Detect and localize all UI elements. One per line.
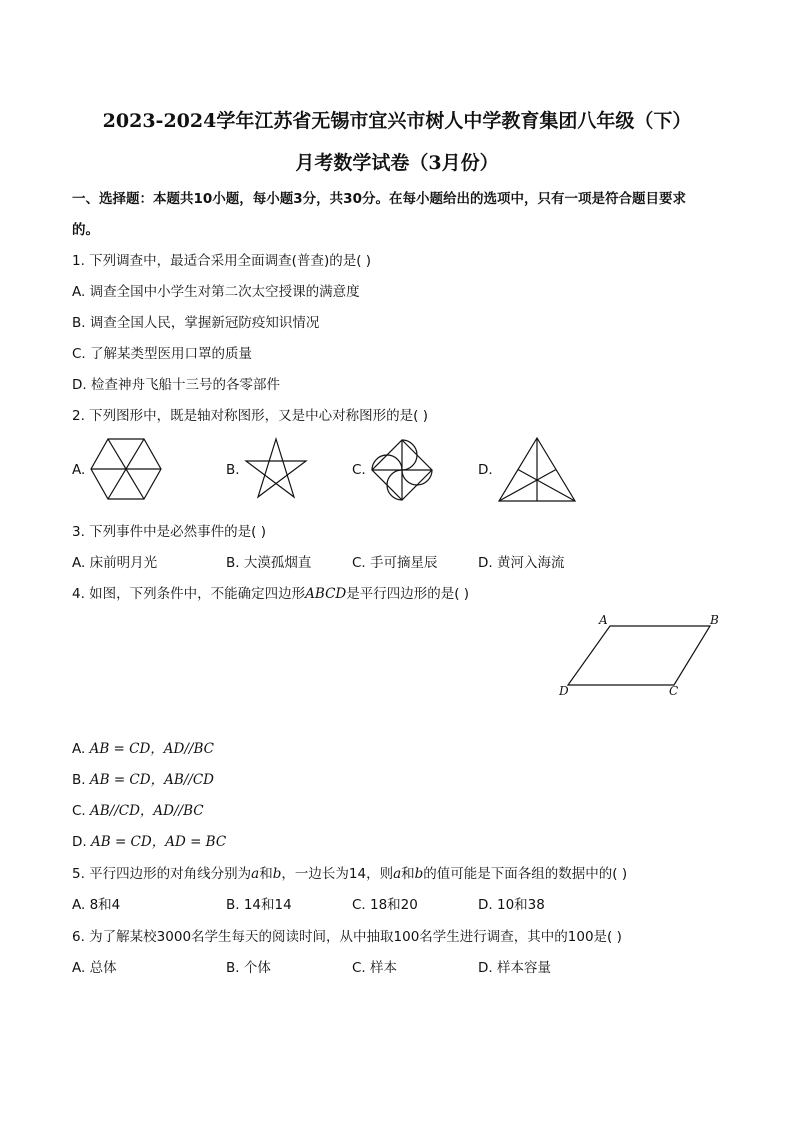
question-6-option-d: D. 样本容量: [478, 960, 551, 976]
question-4-option-a: [72, 737, 214, 757]
question-6-option-b: B. 个体: [226, 960, 271, 976]
stem-text: 的值可能是下面各组的数据中的( ): [423, 866, 628, 882]
stem-var: a: [393, 866, 402, 882]
question-5-option-b: B. 14和14: [226, 897, 292, 913]
stem-text: 5. 平行四边形的对角线分别为: [72, 866, 252, 882]
question-1-stem: 1. 下列调查中，最适合采用全面调查(普查)的是( ): [72, 253, 372, 269]
question-5-option-c: C. 18和20: [352, 897, 418, 913]
question-4-stem-pre: 4. 如图，下列条件中，不能确定四边形: [72, 586, 306, 602]
page-title-line2: 月考数学试卷（3月份）: [295, 152, 499, 174]
vertex-label-d: D: [559, 684, 569, 698]
question-4-stem-post: 是平行四边形的是( ): [346, 586, 470, 602]
option-math: AB = CD，AD = BC: [90, 834, 227, 850]
stem-text: 和: [401, 866, 415, 882]
section-heading: 一、选择题：本题共10小题，每小题3分，共30分。在每小题给出的选项中，只有一项是符合题目要求: [72, 191, 686, 207]
question-3-option-b: B. 大漠孤烟直: [226, 555, 312, 571]
vertex-label-c: C: [669, 684, 679, 698]
question-4-option-b: [72, 768, 214, 788]
question-2-option-d-label: D.: [478, 462, 493, 478]
parallelogram-figure: [555, 610, 725, 702]
question-5-option-a: A. 8和4: [72, 897, 121, 913]
question-2-option-c-label: C.: [352, 462, 366, 478]
question-6-option-a: A. 总体: [72, 960, 117, 976]
question-4-stem: [72, 582, 469, 602]
question-5-stem: [72, 862, 627, 882]
question-6-stem: 6. 为了解某校3000名学生每天的阅读时间，从中抽取100名学生进行调查，其中的100是( ): [72, 929, 622, 945]
vertex-label-b: B: [710, 613, 719, 627]
section-heading-cont: 的。: [72, 222, 99, 238]
question-4-option-c: [72, 799, 204, 819]
question-2-stem: 2. 下列图形中，既是轴对称图形，又是中心对称图形的是( ): [72, 408, 428, 424]
question-4-option-d: [72, 830, 226, 850]
question-3-option-d: D. 黄河入海流: [478, 555, 565, 571]
question-3-stem: 3. 下列事件中是必然事件的是( ): [72, 524, 266, 540]
option-math: AB//CD，AD//BC: [90, 803, 204, 819]
star-icon: [244, 437, 308, 499]
hexagon-icon: [90, 437, 162, 501]
question-6-option-c: C. 样本: [352, 960, 398, 976]
stem-var: b: [414, 866, 424, 882]
option-label: C.: [72, 803, 91, 819]
page-title-line1: 2023-2024学年江苏省无锡市宜兴市树人中学教育集团八年级（下）: [102, 110, 692, 132]
triangle-icon: [498, 437, 576, 503]
option-label: B.: [72, 772, 90, 788]
question-2-option-b-label: B.: [226, 462, 240, 478]
question-1-option-b: B. 调查全国人民，掌握新冠防疫知识情况: [72, 315, 320, 331]
question-2-option-a-label: A.: [72, 462, 86, 478]
question-4-stem-math: ABCD: [305, 586, 347, 602]
question-1-option-a: A. 调查全国中小学生对第二次太空授课的满意度: [72, 284, 360, 300]
stem-var: a: [251, 866, 260, 882]
question-3-option-a: A. 床前明月光: [72, 555, 158, 571]
option-math: AB = CD，AB//CD: [89, 772, 214, 788]
stem-text: 和: [259, 866, 273, 882]
stem-text: ，则: [366, 866, 394, 882]
vertex-label-a: A: [599, 613, 608, 627]
option-math: AB = CD，AD//BC: [89, 741, 214, 757]
question-1-option-d: D. 检查神舟飞船十三号的各零部件: [72, 377, 280, 393]
stem-var: b: [272, 866, 282, 882]
pinwheel-icon: [370, 438, 434, 502]
stem-text: ，一边长为: [281, 866, 349, 882]
question-1-option-c: C. 了解某类型医用口罩的质量: [72, 346, 253, 362]
option-label: D.: [72, 834, 91, 850]
option-label: A.: [72, 741, 90, 757]
stem-number: 14: [348, 866, 367, 882]
question-3-option-c: C. 手可摘星辰: [352, 555, 438, 571]
question-5-option-d: D. 10和38: [478, 897, 545, 913]
